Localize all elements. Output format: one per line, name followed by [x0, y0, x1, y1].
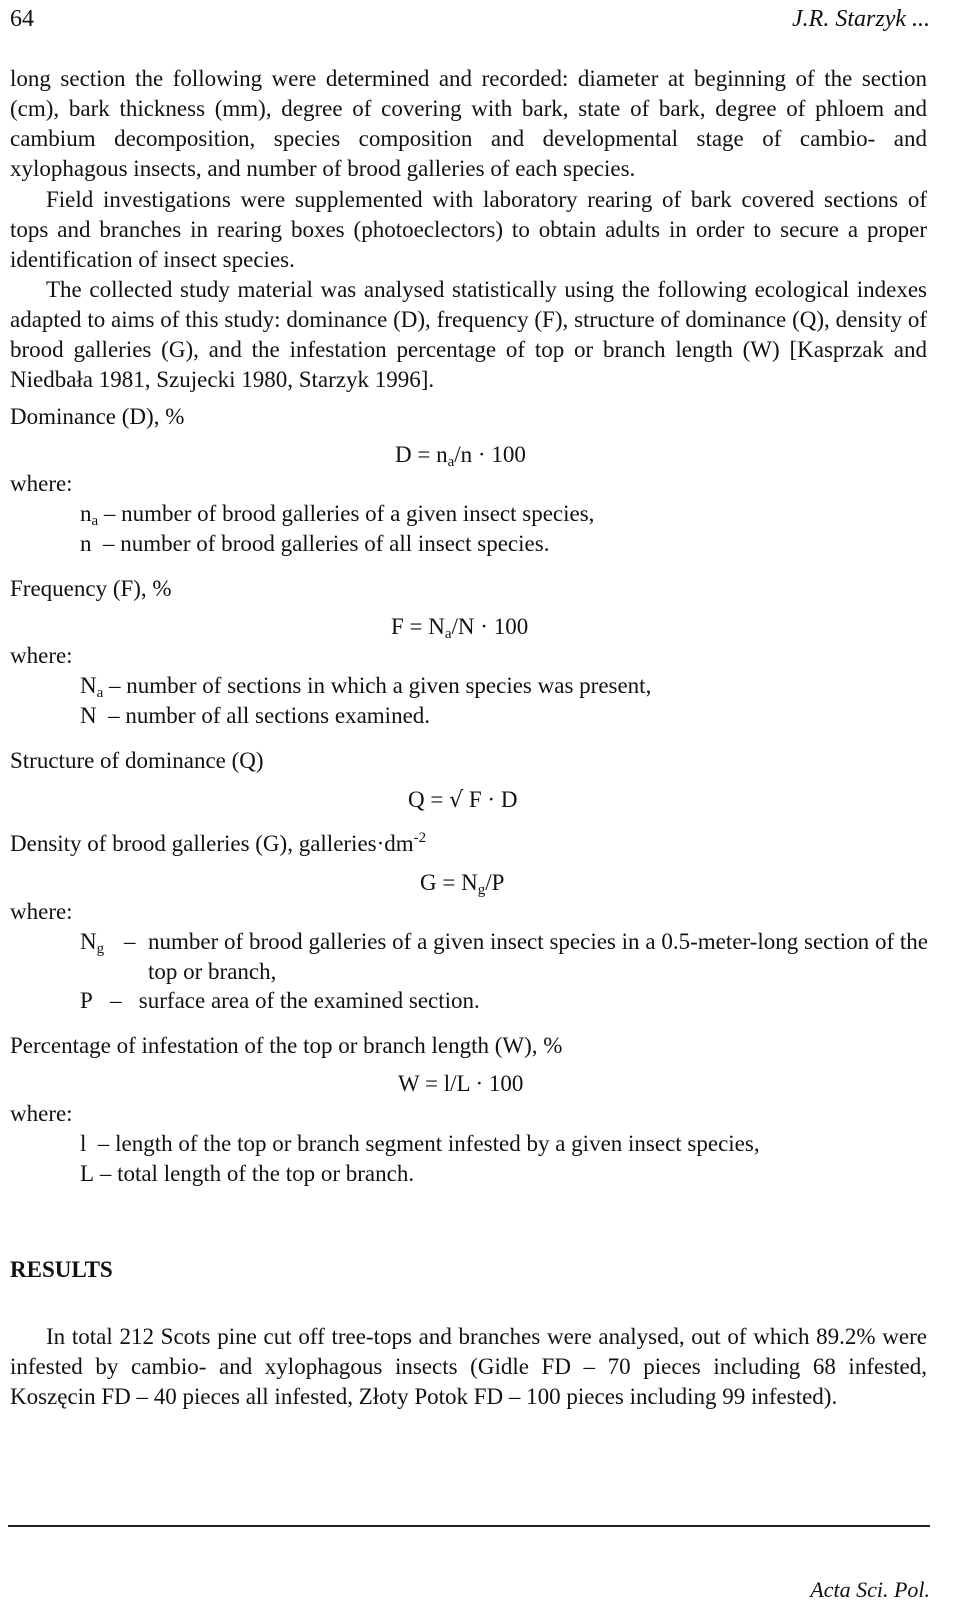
paragraph-indexes: The collected study material was analysed statistically using the following ecological indexes adapted to aims of this study: dominance (D), frequency (F), structure of dominance (Q), density of brood galleries (G), and the infestation percentage of top or branch length (W) [Kasprzak and Niedbała 1981, Szujecki 1980, Starzyk 1996].: [10, 277, 927, 392]
dominance-formula: $D = n_a/n \cdot 100$: [395, 442, 526, 470]
percentage-where-label: where:: [10, 1101, 73, 1126]
frequency-definition-na: $N_a$ – number of sections in which a given species was present,: [80, 673, 652, 701]
percentage-label: Percentage of infestation of the top or branch length (W), %: [10, 1033, 563, 1058]
density-label: Density of brood galleries (G), $galleries\cdot dm^{-2}$: [10, 830, 427, 856]
page-number: 64: [10, 6, 34, 32]
structure-formula: Q = √ F · D: [408, 787, 518, 813]
percentage-formula: W = l/L · 100: [398, 1071, 524, 1096]
dominance-label: Dominance (D), %: [10, 404, 185, 429]
frequency-label: Frequency (F), %: [10, 576, 172, 601]
dominance-where-label: where:: [10, 471, 73, 496]
density-definition-ng: [80, 927, 928, 987]
results-paragraph: In total 212 Scots pine cut off tree-tops and branches were analysed, out of which 89.2% were infested by cambio- and xylophagous insects (Gidle FD – 70 pieces including 68 infested, Koszęcin FD – 40 pieces all infested, Złoty Potok FD – 100 pieces including 99 infested).: [10, 1324, 927, 1409]
frequency-formula: $F = N_a/N \cdot 100$: [391, 614, 529, 642]
structure-label: Structure of dominance (Q): [10, 748, 264, 773]
frequency-definition-n: N – number of all sections examined.: [80, 703, 431, 728]
square-root-symbol: √: [449, 788, 464, 813]
paragraph-methods-continued: long section the following were determined and recorded: diameter at beginning of the section (cm), bark thickness (mm), degree of covering with bark, state of bark, degree of phloem and cambium decomposition, species composition and developmental stage of cambio- and xylophagous insects, and number of brood galleries of each species.: [10, 66, 927, 181]
density-ng-dash: –: [124, 929, 136, 954]
frequency-where-label: where:: [10, 643, 73, 668]
results-heading: RESULTS: [10, 1257, 113, 1282]
dominance-definition-n: n – number of brood galleries of all insect species.: [80, 531, 550, 556]
density-ng-text: number of brood galleries of a given insect species in a 0.5-meter-long section of the top or branch,: [148, 929, 928, 984]
dominance-definition-na: $n_a$ – number of brood galleries of a given insect species,: [80, 501, 595, 529]
percentage-definition-L: L – total length of the top or branch.: [80, 1161, 415, 1186]
density-formula: $G = N_g/P$: [420, 870, 505, 898]
paragraph-rearing: Field investigations were supplemented with laboratory rearing of bark covered sections of tops and branches in rearing boxes (photoeclectors) to obtain adults in order to secure a proper identification of insect species.: [10, 187, 927, 272]
density-where-label: where:: [10, 899, 73, 924]
density-ng-symbol: $N_g$: [80, 929, 105, 957]
running-header-author: J.R. Starzyk ...: [792, 6, 930, 32]
percentage-definition-l: l – length of the top or branch segment infested by a given insect species,: [80, 1131, 760, 1156]
journal-name: Acta Sci. Pol.: [810, 1577, 930, 1602]
density-definition-p: P – surface area of the examined section.: [80, 988, 480, 1013]
footer-divider: [8, 1525, 930, 1527]
